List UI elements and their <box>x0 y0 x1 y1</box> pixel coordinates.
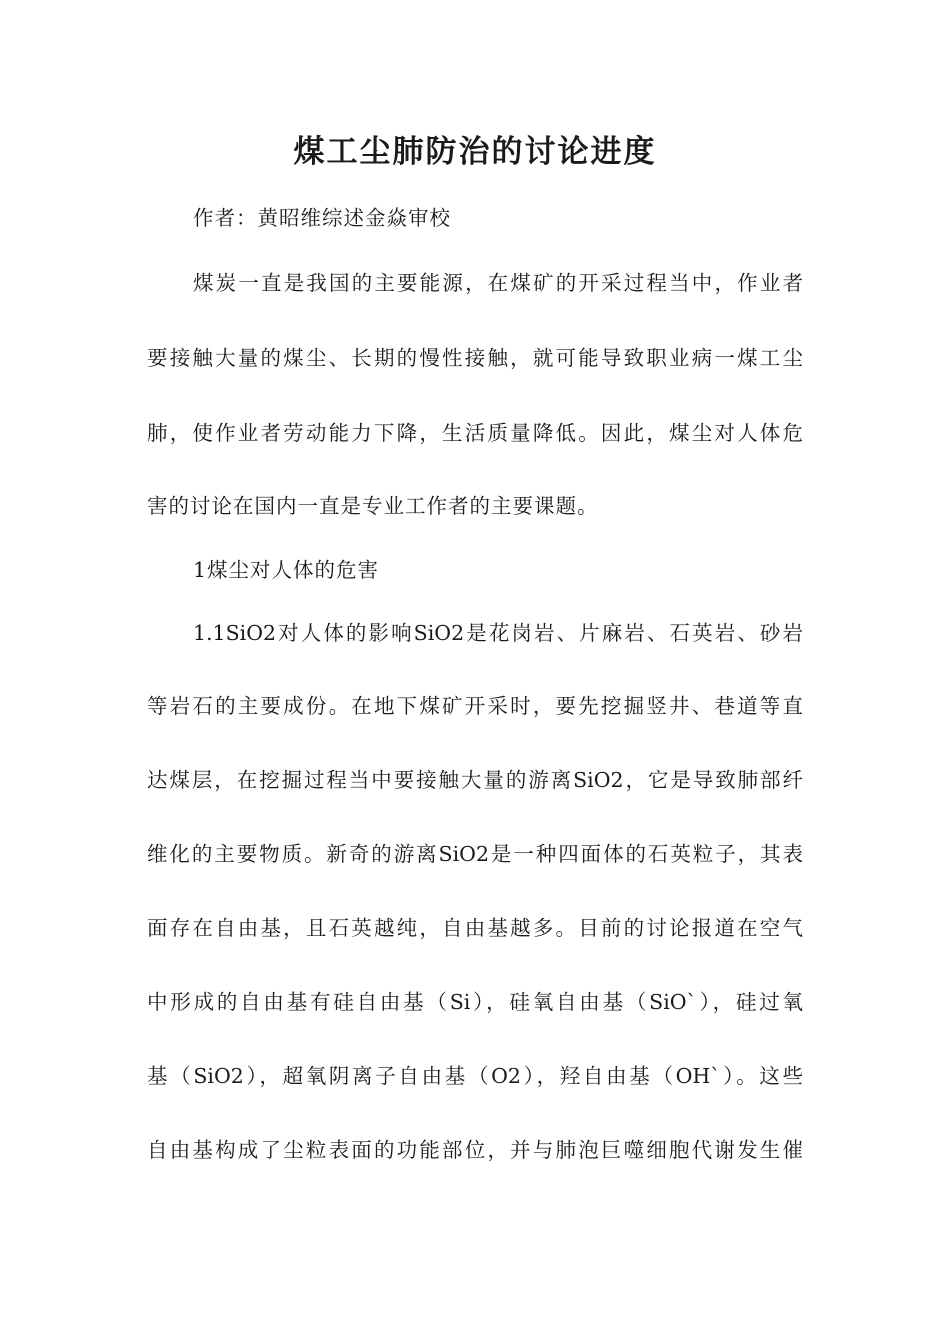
paragraph-line: 要接触大量的煤尘、长期的慢性接触，就可能导致职业病一煤工尘 <box>147 346 803 370</box>
paragraph-line: 煤炭一直是我国的主要能源，在煤矿的开采过程当中，作业者 <box>193 271 803 295</box>
paragraph-line: 自由基构成了尘粒表面的功能部位，并与肺泡巨噬细胞代谢发生催 <box>147 1138 803 1162</box>
paragraph-line: 面存在自由基，且石英越纯，自由基越多。目前的讨论报道在空气 <box>147 916 803 940</box>
paragraph-line: 达煤层，在挖掘过程当中要接触大量的游离SiO2，它是导致肺部纤 <box>147 768 803 792</box>
paragraph-line: 肺，使作业者劳动能力下降，生活质量降低。因此，煤尘对人体危 <box>147 421 803 445</box>
paragraph-line: 中形成的自由基有硅自由基（Si），硅氧自由基（SiO`），硅过氧 <box>147 990 803 1014</box>
document-title: 煤工尘肺防治的讨论进度 <box>293 134 657 170</box>
section-heading: 1煤尘对人体的危害 <box>193 558 380 582</box>
paragraph-line: 1.1SiO2对人体的影响SiO2是花岗岩、片麻岩、石英岩、砂岩 <box>193 621 803 645</box>
author-line: 作者：黄昭维综述金焱审校 <box>193 206 451 230</box>
paragraph-line: 基（SiO2），超氧阴离子自由基（O2），羟自由基（OH`）。这些 <box>147 1064 803 1088</box>
paragraph-line: 等岩石的主要成份。在地下煤矿开采时，要先挖掘竖井、巷道等直 <box>147 694 803 718</box>
paragraph-line: 维化的主要物质。新奇的游离SiO2是一种四面体的石英粒子，其表 <box>147 842 803 866</box>
paragraph-line: 害的讨论在国内一直是专业工作者的主要课题。 <box>147 494 599 518</box>
